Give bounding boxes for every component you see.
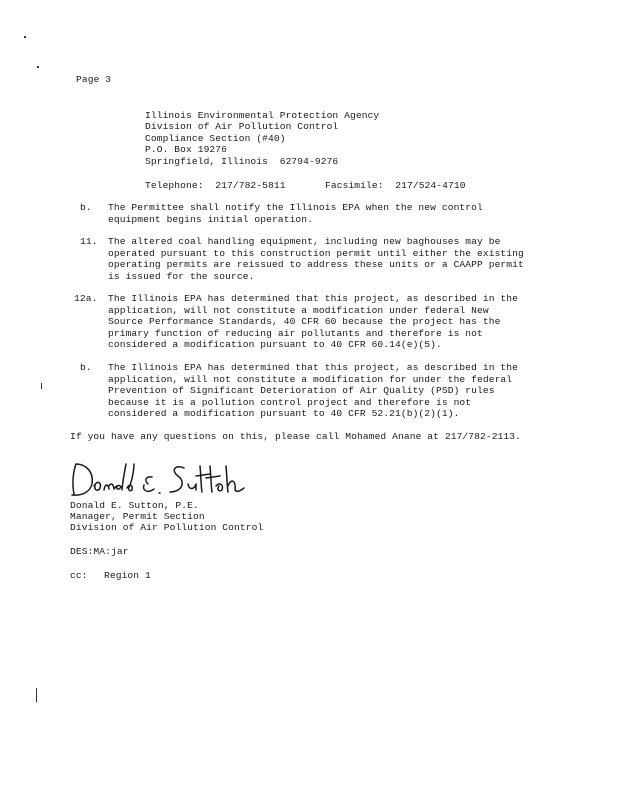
page-label: Page 3 (76, 74, 112, 85)
signer-division: Division of Air Pollution Control (70, 522, 264, 533)
address-line: Compliance Section (#40) (145, 133, 286, 144)
condition-line: application, will not constitute a modification under federal New (108, 304, 489, 316)
scan-speck (24, 36, 26, 38)
condition-line: considered a modification pursuant to 40 CFR 60.14(e)(5). (108, 339, 442, 351)
scan-speck (41, 383, 42, 389)
condition-line: The Illinois EPA has determined that this project, as described in the (108, 362, 519, 373)
condition-line: is issued for the source. (108, 270, 255, 282)
cc-label: cc: (70, 570, 88, 581)
condition-label: b. (80, 362, 92, 373)
scan-speck (36, 688, 37, 702)
condition-line: application, will not constitute a modification for under the federal (108, 373, 513, 385)
condition-line: The altered coal handling equipment, including new baghouses may be (108, 236, 501, 247)
facsimile: Facsimile: 217/524-4710 (325, 180, 466, 191)
scan-speck (37, 66, 39, 68)
condition-line: The Permittee shall notify the Illinois EPA when the new control (108, 202, 483, 213)
condition-label: b. (80, 202, 92, 213)
condition-label: 11. (80, 236, 98, 247)
condition-line: Prevention of Significant Deterioration of Air Quality (PSD) rules (108, 385, 495, 397)
signer-name: Donald E. Sutton, P.E. (70, 500, 199, 511)
condition-line: The Illinois EPA has determined that this project, as described in the (108, 293, 519, 304)
handwritten-signature (64, 456, 264, 502)
condition-line: operated pursuant to this construction permit until either the existing (108, 247, 524, 259)
condition-line: equipment begins initial operation. (108, 213, 314, 225)
address-line: P.O. Box 19276 (145, 144, 228, 155)
closing-sentence: If you have any questions on this, please call Mohamed Anane at 217/782-2113. (70, 431, 522, 442)
condition-label: 12a. (74, 293, 98, 304)
condition-text (108, 362, 518, 420)
condition-text (108, 202, 483, 225)
condition-line: primary function of reducing air pollutants and therefore is not (108, 327, 483, 339)
condition-line: considered a modification pursuant to 40 CFR 52.21(b)(2)(1). (108, 408, 460, 420)
condition-line: Source Performance Standards, 40 CFR 60 because the project has the (108, 316, 501, 328)
telephone: Telephone: 217/782-5811 (145, 180, 286, 191)
address-line: Illinois Environmental Protection Agency (145, 110, 380, 121)
cc-value: Region 1 (104, 570, 151, 581)
address-line: Division of Air Pollution Control (145, 121, 339, 132)
condition-text (108, 293, 518, 351)
typist-initials: DES:MA:jar (70, 546, 129, 557)
address-line: Springfield, Illinois 62794-9276 (145, 156, 339, 167)
condition-line: operating permits are reissued to address these units or a CAAPP permit (108, 259, 524, 271)
condition-line: because it is a pollution control project and therefore is not (108, 396, 472, 408)
condition-text (108, 236, 524, 282)
signer-title: Manager, Permit Section (70, 511, 205, 522)
